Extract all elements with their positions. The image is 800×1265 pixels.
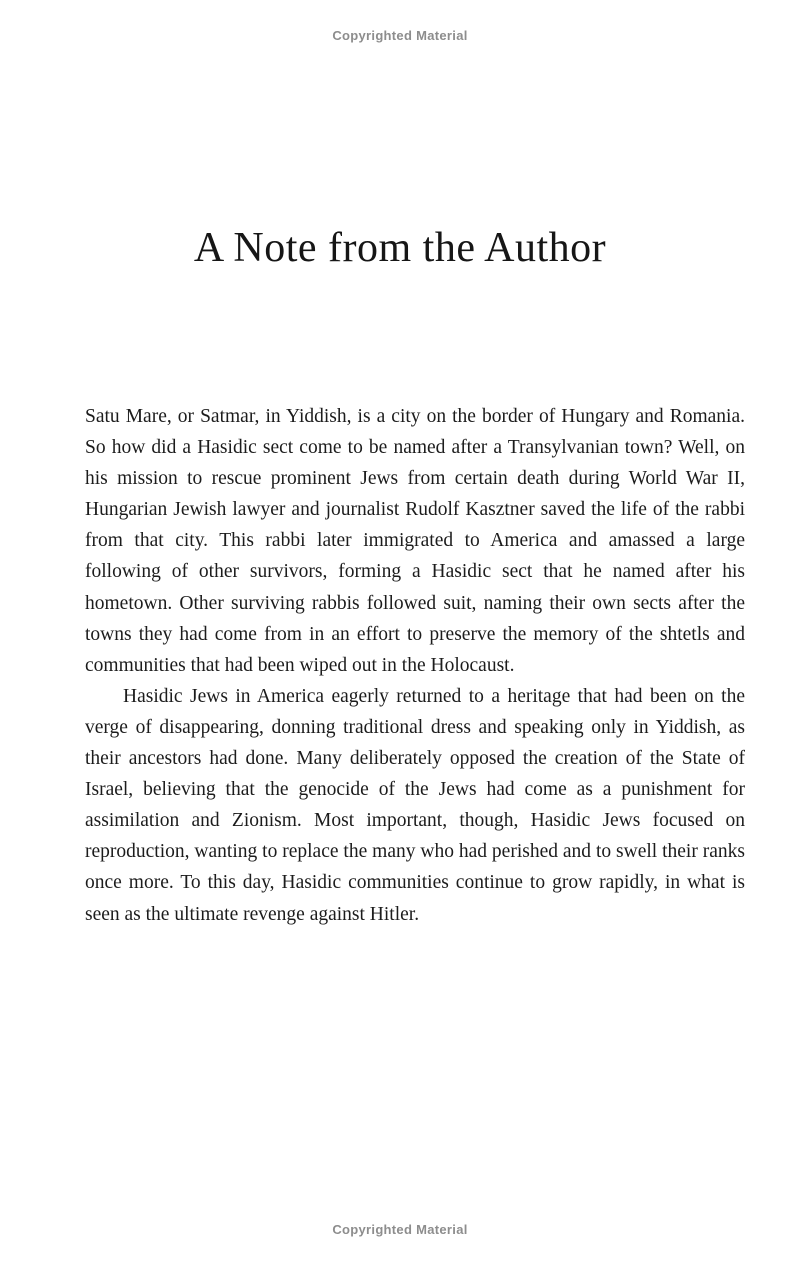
body-paragraph-2: Hasidic Jews in America eagerly returned to a heritage that had been on the verge of disappearing, donning traditional dress and speaking only in Yiddish, as their ancestors had done. Many deliberately opposed the creation of the State of Israel, believing that the genocide of the Jews had come as a punishment for assimilation and Zionism. Most important, though, Hasidic Jews focused on reproduction, wanting to replace the many who had perished and to swell their ranks once more. To this day, Hasidic communities continue to grow rapidly, in what is seen as the ultimate revenge against Hitler. [85,685,745,925]
copyright-notice-bottom: Copyrighted Material [332,1222,468,1237]
page-title: A Note from the Author [193,225,607,272]
body-paragraph-1: Satu Mare, or Satmar, in Yiddish, is a city on the border of Hungary and Romania. So how did a Hasidic sect come to be named after a Transylvanian town? Well, on his mission to rescue prominent Jews from certain death during World War II, Hungarian Jewish lawyer and journalist Rudolf Kasztner saved the life of the rabbi from that city. This rabbi later immigrated to America and amassed a large following of other survivors, forming a Hasidic sect that he named after his hometown. Other surviving rabbis followed suit, naming their own sects after the towns they had come from in an effort to preserve the memory of the shtetls and communities that had been wiped out in the Holocaust. [85,406,745,676]
body-text [85,401,745,930]
copyright-notice-top: Copyrighted Material [332,28,468,43]
